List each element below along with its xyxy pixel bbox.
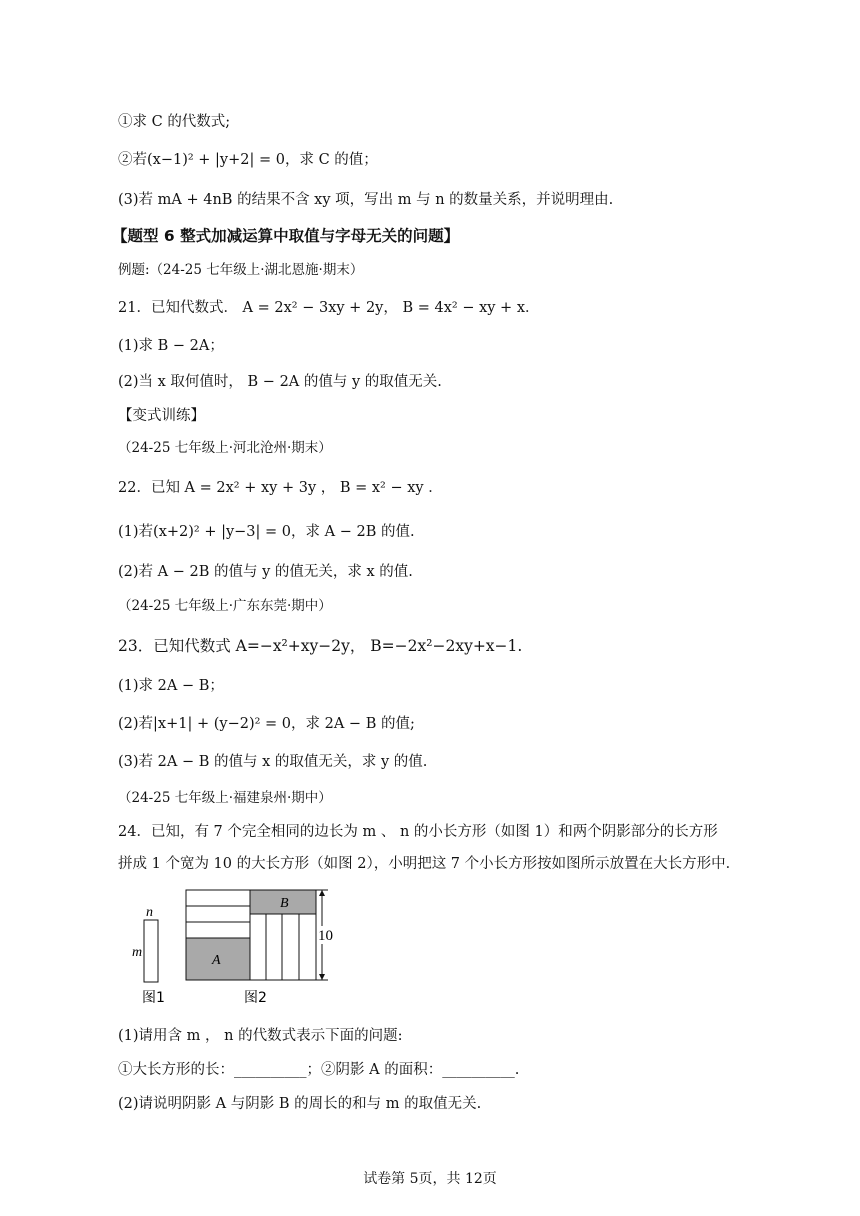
q22-stem: 22．已知 A = 2x² + xy + 3y ， B = x² − xy ． [118,480,443,496]
fig1-label-n: n [146,905,153,920]
q20-part3: (3)若 mA + 4nB 的结果不含 xy 项，写出 m 与 n 的数量关系，并说明理由. [118,192,614,208]
q22-source: （24-25 七年级上·河北沧州·期末） [118,440,332,456]
variant-heading: 【变式训练】 [118,408,205,424]
q24-part1: (1)请用含 m ， n 的代数式表示下面的问题: [118,1028,403,1044]
label-A: A [212,953,221,968]
q24-part2: (2)请说明阴影 A 与阴影 B 的周长的和与 m 的取值无关. [118,1096,482,1112]
q24-stem-2: 拼成 1 个宽为 10 的大长方形（如图 2），小明把这 7 个小长方形按如图所示放置在大长方形中． [118,856,741,872]
q21-part2: (2)当 x 取何值时， B − 2A 的值与 y 的取值无关. [118,374,442,390]
label-B: B [280,896,289,911]
section-heading: 【题型 6 整式加减运算中取值与字母无关的问题】 [112,227,460,245]
q23-source: （24-25 七年级上·广东东莞·期中） [118,598,332,614]
dimension-label-10: 10 [318,928,333,944]
fig1-label-m: m [132,945,143,960]
page-footer: 试卷第 5页，共 12页 [363,1171,497,1187]
example-source: 例题:（24-25 七年级上·湖北恩施·期末） [118,262,364,278]
fig1-rectangle [144,920,158,982]
q24-figure [130,888,350,1008]
q20-part2-1: ①求 C 的代数式; [118,114,231,130]
q21-part1: (1)求 B − 2A； [118,338,224,354]
fig1-caption: 图1 [142,990,165,1006]
q24-part1-items: ①大长方形的长：__________；②阴影 A 的面积：__________. [118,1062,520,1078]
q23-part2: (2)若|x+1| + (y−2)² = 0，求 2A − B 的值; [118,716,415,732]
fig2-caption: 图2 [244,990,267,1006]
q22-part2: (2)若 A − 2B 的值与 y 的值无关，求 x 的值. [118,564,413,580]
q22-part1: (1)若(x+2)² + |y−3| = 0，求 A − 2B 的值. [118,524,415,540]
q23-part3: (3)若 2A − B 的值与 x 的取值无关，求 y 的值. [118,754,428,770]
q21-stem: 21．已知代数式． A = 2x² − 3xy + 2y， B = 4x² − xy + x． [118,300,540,316]
q24-source: （24-25 七年级上·福建泉州·期中） [118,790,332,806]
q23-stem: 23．已知代数式 A=−x²+xy−2y， B=−2x²−2xy+x−1. [118,637,523,655]
q24-stem-1: 24．已知，有 7 个完全相同的边长为 m 、 n 的小长方形（如图 1）和两个阴影部分的长方形 [118,824,718,840]
q20-part2-2: ②若(x−1)² + |y+2| = 0，求 C 的值； [118,152,378,168]
q23-part1: (1)求 2A − B； [118,678,224,694]
